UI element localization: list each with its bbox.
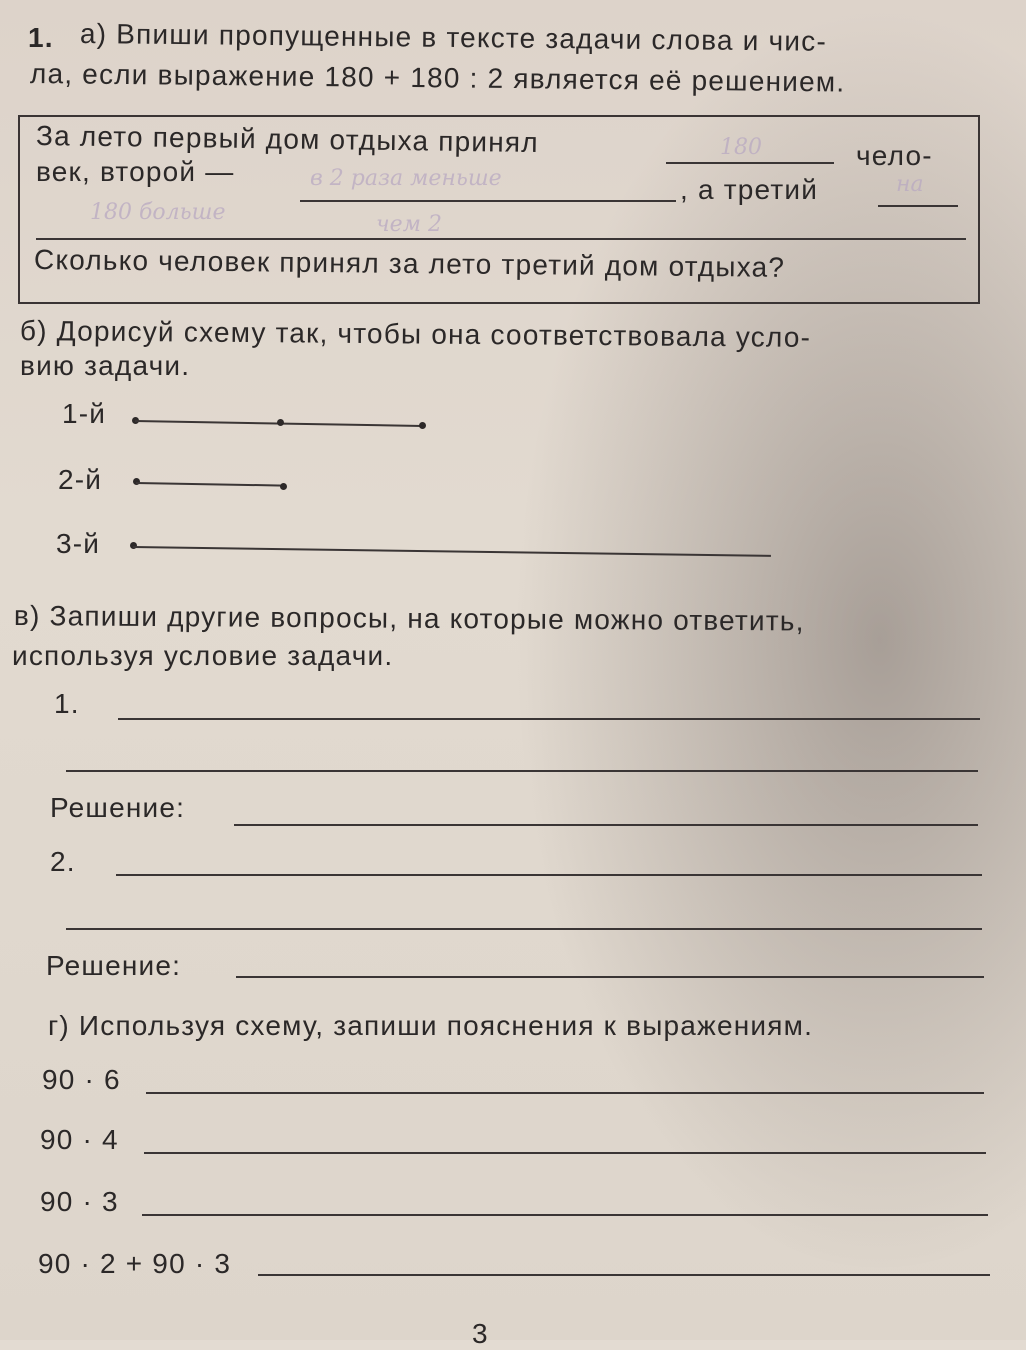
solution-2-label: Решение: (46, 950, 182, 981)
scheme-label-1: 1-й (62, 398, 107, 429)
expression-3: 90 · 3 (40, 1186, 119, 1217)
scheme2-segment (136, 482, 284, 487)
part-v-line2: используя условие задачи. (12, 640, 394, 671)
scheme2-dot-end (280, 483, 287, 490)
part-g-title: г) Используя схему, запиши пояснения к выражениям. (48, 1010, 814, 1041)
blank-third-house[interactable] (878, 205, 958, 207)
problem-line1-text: За лето первый дом отдыха принял (35, 120, 540, 159)
handwritten-second: в 2 раза меньше (310, 166, 502, 191)
question-1-line-a[interactable] (118, 718, 980, 720)
blank-line3[interactable] (36, 238, 966, 240)
problem-line2-mid: , а третий (680, 174, 819, 205)
handwritten-third: на (896, 172, 924, 197)
scheme-label-3: 3-й (56, 528, 101, 559)
expression-3-line[interactable] (142, 1214, 988, 1216)
scheme-label-2: 2-й (58, 464, 103, 495)
handwritten-line3a: 180 больше (90, 200, 226, 225)
expression-4: 90 · 2 + 90 · 3 (38, 1248, 232, 1279)
handwritten-180: 180 (720, 135, 762, 160)
scheme1-dot-end (419, 422, 426, 429)
question-1-line-b[interactable] (66, 770, 978, 772)
question-2-label: 2. (50, 846, 76, 877)
solution-1-line[interactable] (234, 824, 978, 826)
question-2-line-a[interactable] (116, 874, 982, 876)
task-number: 1. (28, 22, 54, 53)
solution-1-label: Решение: (50, 792, 186, 823)
blank-first-house[interactable] (666, 162, 834, 164)
part-v-line1: в) Запиши другие вопросы, на которые можно ответить, (13, 600, 805, 637)
expression-1-line[interactable] (146, 1092, 984, 1094)
solution-2-line[interactable] (236, 976, 984, 978)
blank-second-house[interactable] (300, 200, 676, 202)
part-b-line1: б) Дорисуй схему так, чтобы она соответствовала усло- (19, 315, 812, 353)
question-1-label: 1. (54, 688, 80, 719)
expression-4-line[interactable] (258, 1274, 990, 1276)
part-b-line2: вию задачи. (20, 350, 191, 381)
question-2-line-b[interactable] (66, 928, 982, 930)
part-a-line1: а) Впиши пропущенные в тексте задачи слова и чис- (79, 18, 828, 57)
expression-1: 90 · 6 (42, 1064, 121, 1095)
expression-2-line[interactable] (144, 1152, 986, 1154)
handwritten-line3b: чем 2 (376, 212, 442, 237)
scheme1-dot-mid (277, 419, 284, 426)
problem-question: Сколько человек принял за лето третий дом отдыха? (33, 244, 786, 283)
expression-2: 90 · 4 (40, 1124, 119, 1155)
scheme3-segment[interactable] (133, 546, 771, 557)
problem-line2-start: век, второй — (36, 156, 235, 187)
part-a-line2: ла, если выражение 180 + 180 : 2 является её решением. (29, 58, 846, 98)
page-number: 3 (472, 1318, 489, 1349)
problem-line1-end: чело- (856, 140, 933, 171)
